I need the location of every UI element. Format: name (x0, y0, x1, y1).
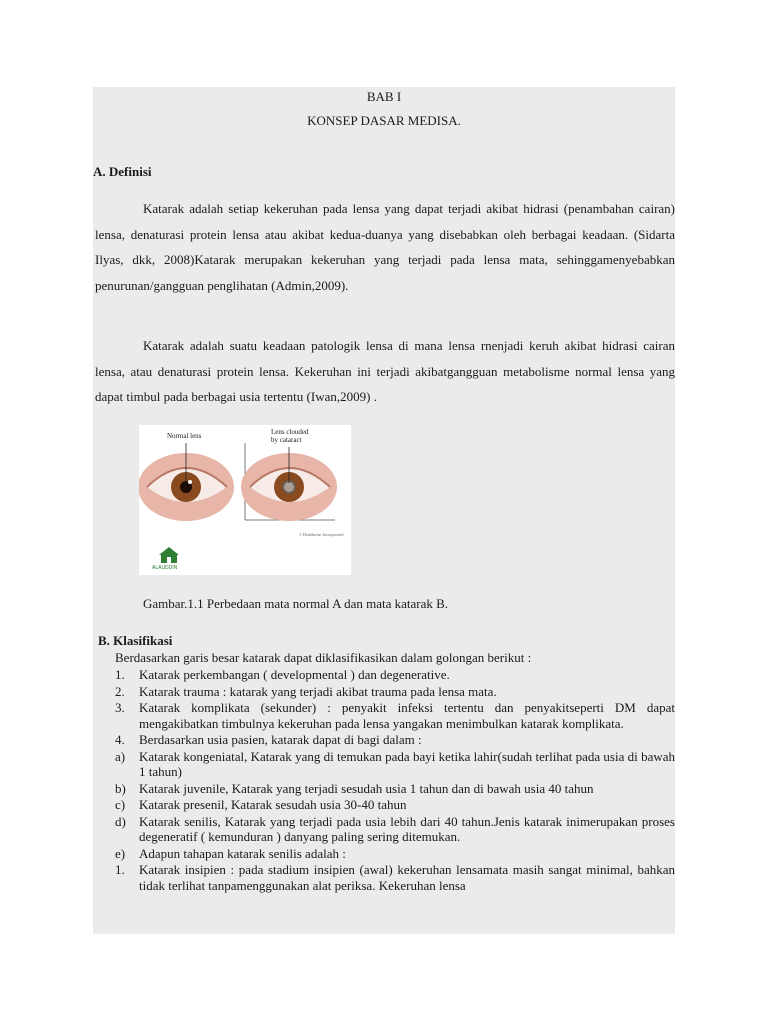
section-b-heading: B. Klasifikasi (98, 633, 173, 648)
definition-paragraph-1: Katarak adalah setiap kekeruhan pada lensa yang dapat terjadi akibat hidrasi (penambahan cairan) lensa, denaturasi protein lensa atau akibat kedua-duanya yang disebabkan oleh berbagai keadaan. (Sidarta Ilyas, dkk, 2008)Katarak merupakan kekeruhan yang terjadi pada lensa mata, sehinggamenyebabkan penurunan/gangguan penglihatan (Admin,2009). (95, 201, 675, 293)
image-credit: © Healthwise, Incorporated (299, 532, 344, 537)
list-item: 1. Katarak insipien : pada stadium insipien (awal) kekeruhan lensamata masih sangat minimal, bahkan tidak terlihat tanpamenggunakan alat periksa. Kekeruhan lensa (115, 862, 675, 893)
list-item: a) Katarak kongeniatal, Katarak yang di temukan pada bayi ketika lahir(sudah terlihat pada usia di bawah 1 tahun) (115, 748, 675, 779)
classification-intro: Berdasarkan garis besar katarak dapat diklasifikasikan dalam golongan berikut : (115, 650, 532, 665)
list-item: e) Adapun tahapan katarak senilis adalah : (115, 845, 346, 861)
list-item: 2. Katarak trauma : katarak yang terjadi akibat trauma pada lensa mata. (115, 683, 497, 699)
figure-caption: Gambar.1.1 Perbedaan mata normal A dan mata katarak B. (143, 596, 449, 611)
section-a-heading: A. Definisi (93, 164, 152, 179)
chapter-title: BAB I (366, 89, 402, 104)
list-item: b) Katarak juvenile, Katarak yang terjadi sesudah usia 1 tahun dan di bawah usia 40 tahun (115, 780, 594, 796)
list-item: 3. Katarak komplikata (sekunder) : penyakit infeksi tertentu dan penyakitseperti DM dapat mengakibatkan timbulnya kekeruhan pada lensa yangakan menimbulkan katarak komplikata. (115, 700, 675, 731)
normal-lens-label: Normal lens (167, 432, 202, 440)
cataract-figure (139, 425, 351, 575)
chapter-subtitle: KONSEP DASAR MEDISA. (307, 113, 461, 128)
list-item: 4. Berdasarkan usia pasien, katarak dapat di bagi dalam : (115, 732, 422, 747)
list-item: d) Katarak senilis, Katarak yang terjadi pada usia lebih dari 40 tahun.Jenis katarak inimerupakan proses degeneratif ( kemunduran ) danyang paling sering ditemukan. (115, 813, 675, 844)
list-item: c) Katarak presenil, Katarak sesudah usia 30-40 tahun (115, 797, 407, 812)
classification-list (93, 667, 675, 894)
clouded-lens-label: Lens clouded by cataract (271, 428, 309, 444)
eye-comparison-image (139, 425, 351, 575)
logo-text: ALAUDDIN (152, 565, 178, 571)
document-page (93, 87, 675, 934)
list-item: 1. Katarak perkembangan ( developmental ) dan degenerative. (115, 667, 450, 682)
definition-paragraph-2: Katarak adalah suatu keadaan patologik lensa di mana lensa rnenjadi keruh akibat hidrasi cairan lensa, atau denaturasi protein lensa. Kekeruhan ini terjadi akibatgangguan metabolisme normal lensa yang dapat timbul pada berbagai usia tertentu (Iwan,2009) . (95, 338, 675, 404)
